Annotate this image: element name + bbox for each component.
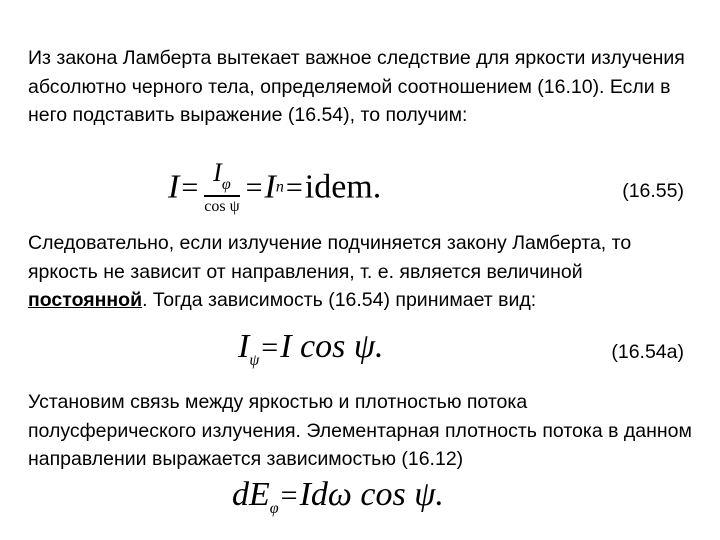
fraction-denominator: cos ψ	[204, 198, 240, 215]
formula-16-55-mid-subscript: n	[275, 178, 284, 196]
formula-16-55-eq1: =	[181, 170, 199, 204]
fraction-numerator-subscript: φ	[221, 176, 231, 193]
paragraph-p2-before: Следовательно, если излучение подчиняется закону Ламберта, то яркость не зависит от направления, т. е. является величиной	[28, 232, 632, 283]
fraction-numerator	[204, 160, 239, 197]
paragraph-lambert-consequence: Из закона Ламберта вытекает важное следствие для яркости излучения абсолютно черного тела, определяемой соотношением (16.10). Если в него подставить выражение (16.54), то получим:	[28, 47, 685, 126]
paragraph-p2-after: . Тогда зависимость (16.54) принимает вид:	[142, 289, 537, 311]
formula-16-54a	[238, 330, 383, 369]
formula-flux-eq: =	[280, 479, 298, 512]
formula-16-54a-eq: =	[261, 331, 279, 364]
formula-16-55-rhs: idem.	[304, 168, 382, 206]
formula-16-55-eq2: =	[245, 170, 263, 204]
formula-16-55-mid: I	[264, 168, 276, 206]
formula-16-54a-lhs: I	[238, 328, 250, 365]
formula-16-55-fraction	[204, 160, 239, 215]
underlined-term: постоянной	[28, 289, 143, 311]
formula-flux-lhs-subscript: φ	[269, 500, 279, 517]
formula-flux-lhs: dE	[232, 476, 270, 513]
paragraph-lambert-constant	[28, 229, 698, 315]
equation-number-16-54a: (16.54а)	[611, 341, 684, 363]
formula-flux-rhs: Idω cos ψ.	[299, 476, 444, 513]
formula-16-55-eq3: =	[285, 170, 303, 204]
paragraph-flux-density: Установим связь между яркостью и плотностью потока полусферического излучения. Элементарная плотность потока в данном направлении выражается зависимостью (16.12)	[28, 391, 692, 470]
formula-16-55	[168, 160, 381, 218]
formula-16-54a-lhs-subscript: ψ	[249, 352, 260, 369]
equation-number-16-55: (16.55)	[622, 180, 684, 202]
formula-flux-density	[232, 478, 444, 517]
fraction-numerator-symbol: I	[213, 158, 222, 187]
formula-16-55-lhs: I	[168, 168, 180, 206]
formula-16-54a-rhs: I cos ψ.	[280, 328, 384, 365]
